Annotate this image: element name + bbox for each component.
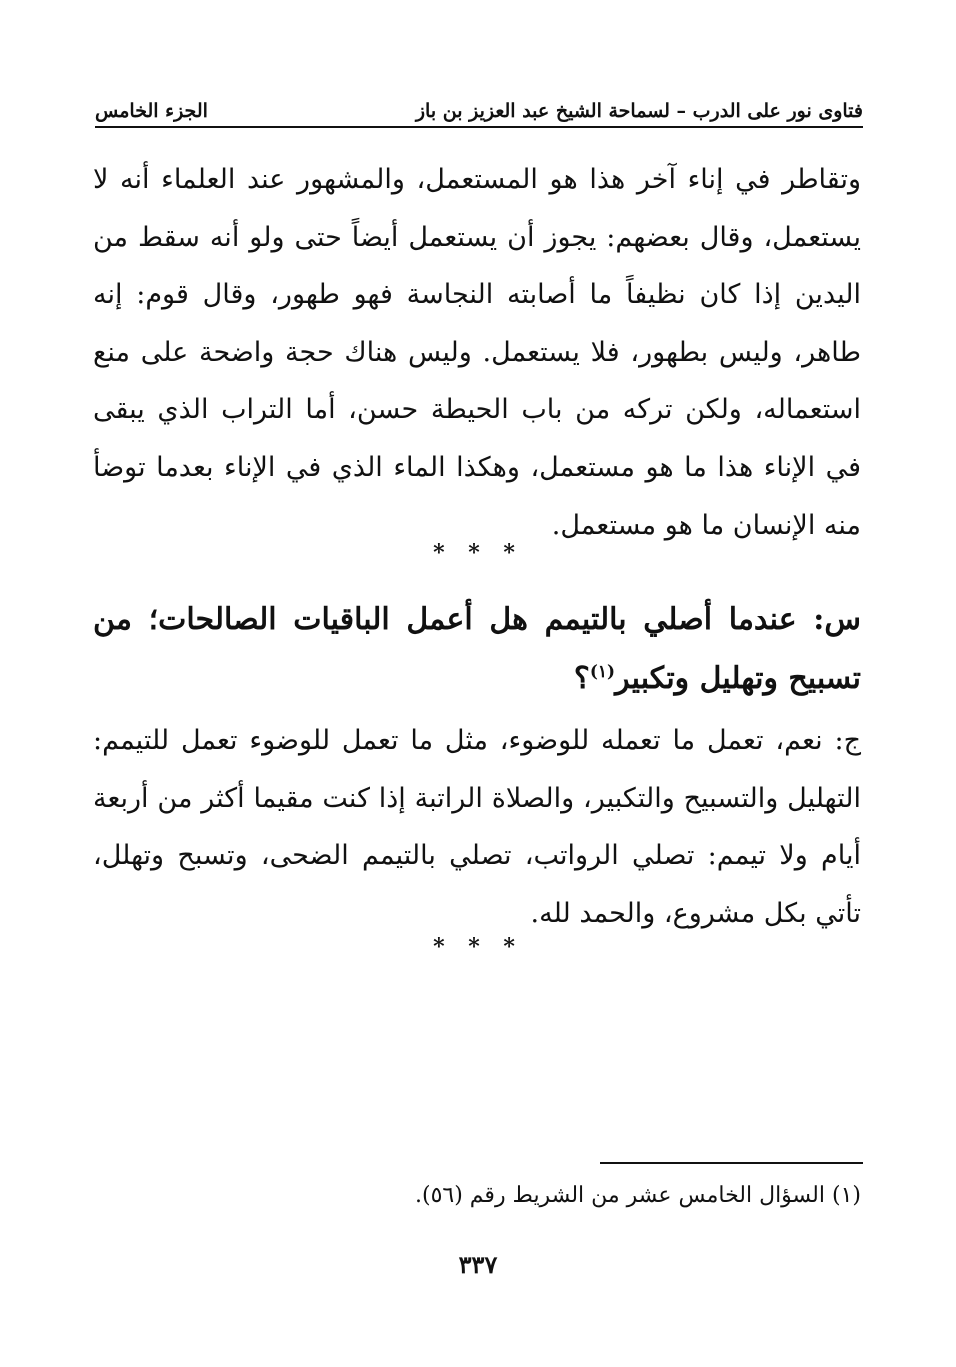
footnote-reference[interactable]: (١) [589,662,616,682]
body-paragraph-1: وتقاطر في إناء آخر هذا هو المستعمل، والمشهور عند العلماء أنه لا يستعمل، وقال بعضهم: يجوز أن يستعمل أيضاً حتى ولو أنه سقط من اليدين إذا كان نظيفاً ما أصابته النجاسة فهو طهور، وقال قوم: إنه طاهر، وليس بطهور، فلا يستعمل. وليس هناك حجة واضحة على منع استعماله، ولكن تركه من باب الحيطة حسن، أما التراب الذي يبقى في الإناء هذا ما هو مستعمل، وهكذا الماء الذي في الإناء بعدما توضأ منه الإنسان ما هو مستعمل. [93,164,861,541]
header-volume: الجزء الخامس [95,100,208,122]
running-header [95,92,863,128]
question-block [93,590,861,708]
answer-paragraph: ج: نعم، تعمل ما تعمله للوضوء، مثل ما تعمل للوضوء تعمل للتيمم: التهليل والتسبيح والتكبير، والصلاة الراتبة إذا كنت مقيما أكثر من أربعة أيام ولا تيمم: تصلي الرواتب، تصلي بالتيمم الضحى، وتسبح وتهلل، تأتي بكل مشروع، والحمد لله. [93,725,861,929]
footnote-divider [600,1162,863,1164]
footnote: (١) السؤال الخامس عشر من الشريط رقم (٥٦). [414,1183,861,1208]
question-text: عندما أصلي بالتيمم هل أعمل الباقيات الصالحات؛ من تسبيح وتهليل وتكبير [93,602,861,696]
question-label: س: [813,602,861,637]
header-book-title: فتاوى نور على الدرب – لسماحة الشيخ عبد العزيز بن باز [415,100,863,122]
question-mark: ؟ [573,661,590,696]
page-number: ٣٣٧ [458,1250,498,1279]
section-separator-2: * * * [433,934,523,960]
section-separator-1: * * * [433,540,523,566]
